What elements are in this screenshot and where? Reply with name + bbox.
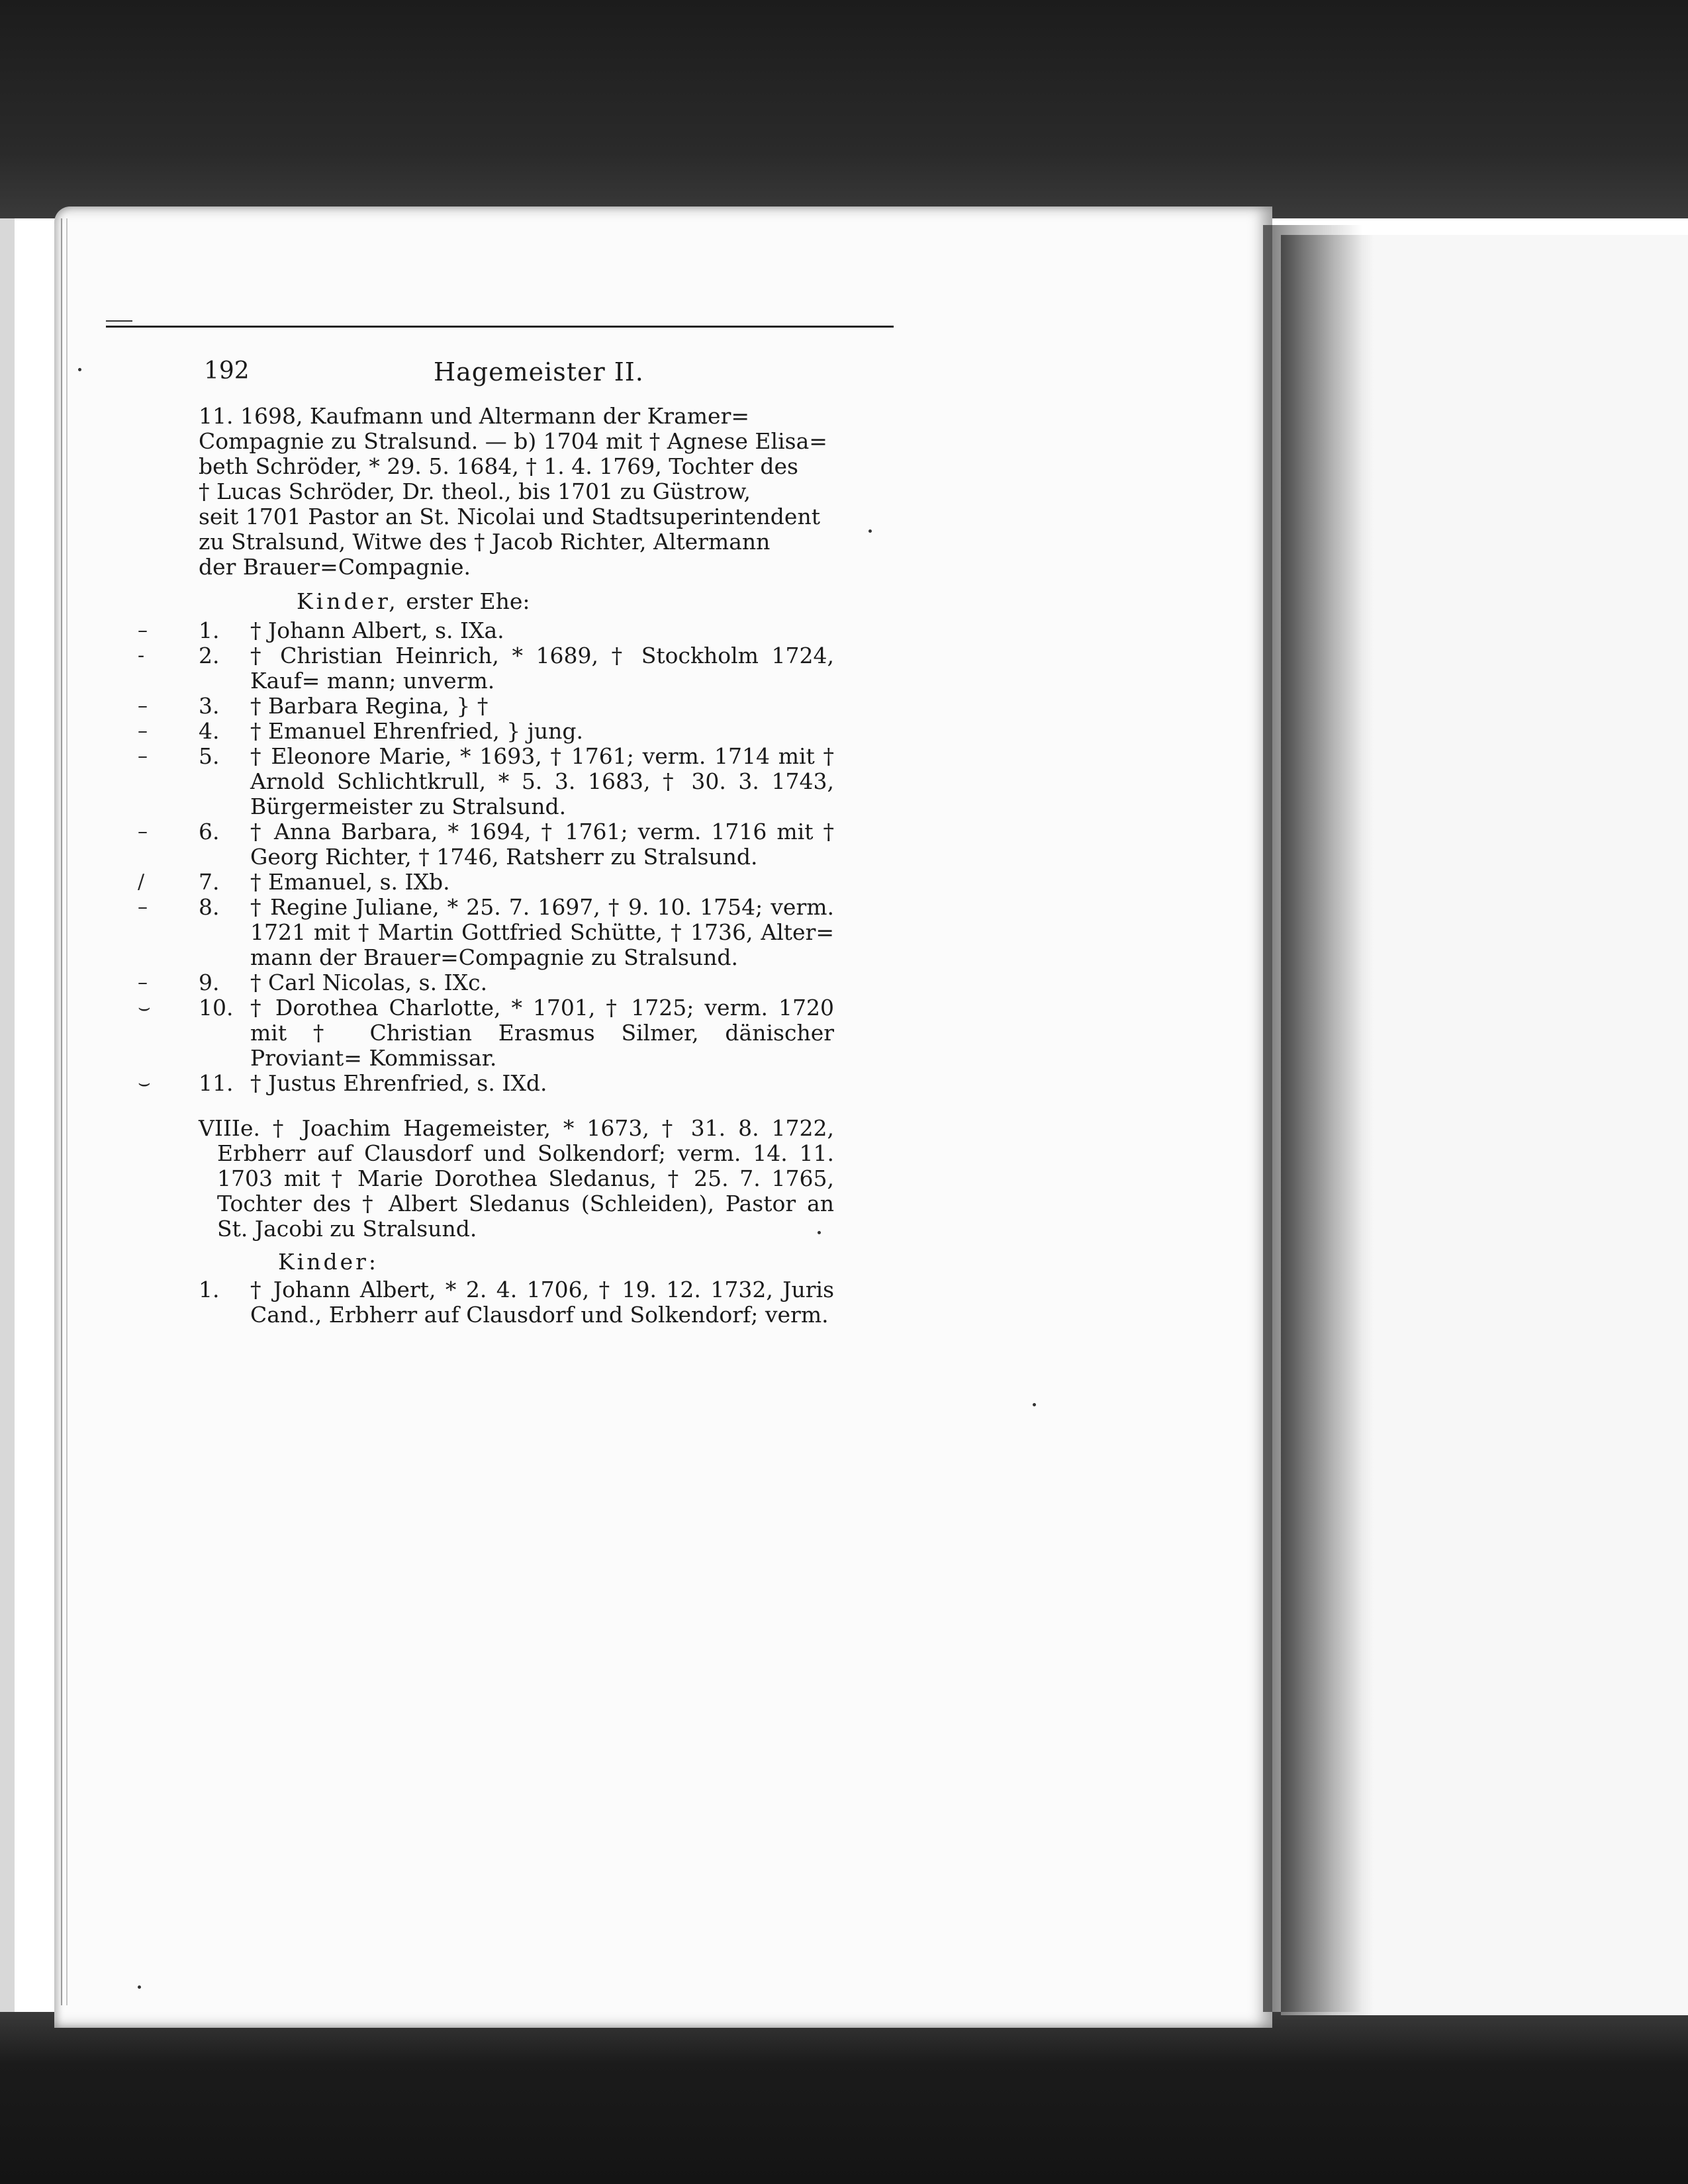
- item-number: 1.: [199, 617, 220, 643]
- item-number: 10.: [199, 995, 234, 1021]
- item-number: 7.: [199, 869, 220, 895]
- pencil-mark: –: [138, 619, 148, 642]
- section-text: † Joachim Hagemeister, * 1673, † 31. 8. 1722, Erbherr auf Clausdorf und Solkendorf; verm. 14. 11. 1703 mit † Marie Dorothea Sledanus, † 25. 7. 1765, Tochter des † Albert Sledanus (Schleiden), Pastor an St. Jacobi zu Stralsund.: [217, 1115, 834, 1242]
- list-item: [138, 970, 834, 995]
- scan-background-top: [0, 0, 1688, 218]
- intro-line: Compagnie zu Stralsund. — b) 1704 mit † Agnese Elisa=: [199, 428, 827, 454]
- item-text: † Johann Albert, * 2. 4. 1706, † 19. 12. 1732, Juris Cand., Erbherr auf Clausdorf und Solkendorf; verm.: [250, 1277, 834, 1328]
- header-rule-tick: [106, 320, 132, 322]
- pencil-mark: ⌣: [138, 996, 151, 1019]
- scan-speck: [138, 1985, 141, 1989]
- list-item: [138, 617, 834, 643]
- scan-background-left: [0, 218, 15, 2012]
- children-heading-word: Kinder,: [297, 588, 399, 614]
- item-number: 5.: [199, 743, 220, 769]
- item-text: † Eleonore Marie, * 1693, † 1761; verm. 1714 mit † Arnold Schlichtkrull, * 5. 3. 1683, † 30. 3. 1743, Bürgermeister zu Stralsund.: [250, 743, 834, 819]
- item-text: † Carl Nicolas, s. IXc.: [250, 970, 488, 995]
- list-item: [138, 894, 834, 970]
- gutter-shadow: [1263, 225, 1362, 2012]
- scan-speck: [1033, 1403, 1036, 1406]
- item-text: † Johann Albert, s. IXa.: [250, 617, 504, 643]
- item-text: † Dorothea Charlotte, * 1701, † 1725; verm. 1720 mit † Christian Erasmus Silmer, dänischer Proviant= Kommissar.: [250, 995, 834, 1071]
- pencil-mark: –: [138, 745, 148, 768]
- list-item: [138, 1070, 834, 1096]
- running-head: Hagemeister II.: [434, 357, 644, 387]
- scan-speck: [818, 1231, 821, 1234]
- list-item: [138, 743, 834, 819]
- item-number: 4.: [199, 718, 220, 744]
- list-item: [138, 869, 834, 895]
- pencil-mark: ⌣: [138, 1071, 151, 1095]
- item-text: † Regine Juliane, * 25. 7. 1697, † 9. 10. 1754; verm. 1721 mit † Martin Gottfried Schütte, † 1736, Alter= mann der Brauer=Compagnie zu Stralsund.: [250, 894, 834, 970]
- item-text: † Anna Barbara, * 1694, † 1761; verm. 1716 mit † Georg Richter, † 1746, Ratsherr zu Stralsund.: [250, 819, 834, 870]
- list-item: [138, 819, 834, 870]
- item-number: 9.: [199, 970, 220, 995]
- item-text: † Emanuel Ehrenfried, } jung.: [250, 718, 584, 744]
- section-children-heading: [278, 1250, 834, 1275]
- page-body: [138, 403, 834, 1328]
- list-item: [138, 693, 834, 719]
- pencil-mark: –: [138, 820, 148, 843]
- list-item: [138, 718, 834, 744]
- section-viii-e: [199, 1116, 834, 1242]
- intro-line: 11. 1698, Kaufmann und Altermann der Kramer=: [199, 403, 749, 429]
- item-text: † Christian Heinrich, * 1689, † Stockholm 1724, Kauf= mann; unverm.: [250, 643, 834, 694]
- intro-line: der Brauer=Compagnie.: [199, 554, 471, 580]
- item-number: 8.: [199, 894, 220, 920]
- pencil-mark: –: [138, 971, 148, 994]
- list-item: [199, 1277, 834, 1328]
- scan-background-bottom: [0, 2012, 1688, 2184]
- list-item: [138, 995, 834, 1071]
- page-number: 192: [204, 357, 250, 385]
- intro-paragraph: [199, 404, 834, 580]
- intro-line: † Lucas Schröder, Dr. theol., bis 1701 zu Güstrow,: [199, 478, 751, 504]
- pencil-mark: –: [138, 719, 148, 743]
- children-list: [138, 617, 834, 1096]
- item-text: † Emanuel, s. IXb.: [250, 869, 450, 895]
- pencil-mark: –: [138, 694, 148, 717]
- children-heading-rest: erster Ehe:: [406, 588, 530, 614]
- pencil-mark: –: [138, 895, 148, 919]
- intro-line: zu Stralsund, Witwe des † Jacob Richter, Altermann: [199, 529, 771, 555]
- header-rule: [106, 326, 894, 328]
- children-heading: [297, 589, 834, 614]
- intro-line: beth Schröder, * 29. 5. 1684, † 1. 4. 1769, Tochter des: [199, 453, 798, 479]
- scan-speck: [78, 368, 81, 371]
- scan-speck: [868, 529, 872, 533]
- item-number: 11.: [199, 1070, 234, 1096]
- item-number: 1.: [199, 1277, 220, 1302]
- page-stack-edge: [61, 218, 68, 2005]
- item-number: 3.: [199, 693, 220, 719]
- pencil-mark: ‐: [138, 644, 145, 667]
- list-item: [138, 643, 834, 694]
- pencil-mark: /: [138, 870, 145, 893]
- item-text: † Justus Ehrenfried, s. IXd.: [250, 1070, 547, 1096]
- item-number: 2.: [199, 643, 220, 668]
- item-text: † Barbara Regina, } †: [250, 693, 489, 719]
- intro-line: seit 1701 Pastor an St. Nicolai und Stadtsuperintendent: [199, 504, 820, 529]
- item-number: 6.: [199, 819, 220, 844]
- section-children-heading-text: Kinder:: [278, 1249, 379, 1275]
- section-label: VIIIe.: [199, 1115, 260, 1141]
